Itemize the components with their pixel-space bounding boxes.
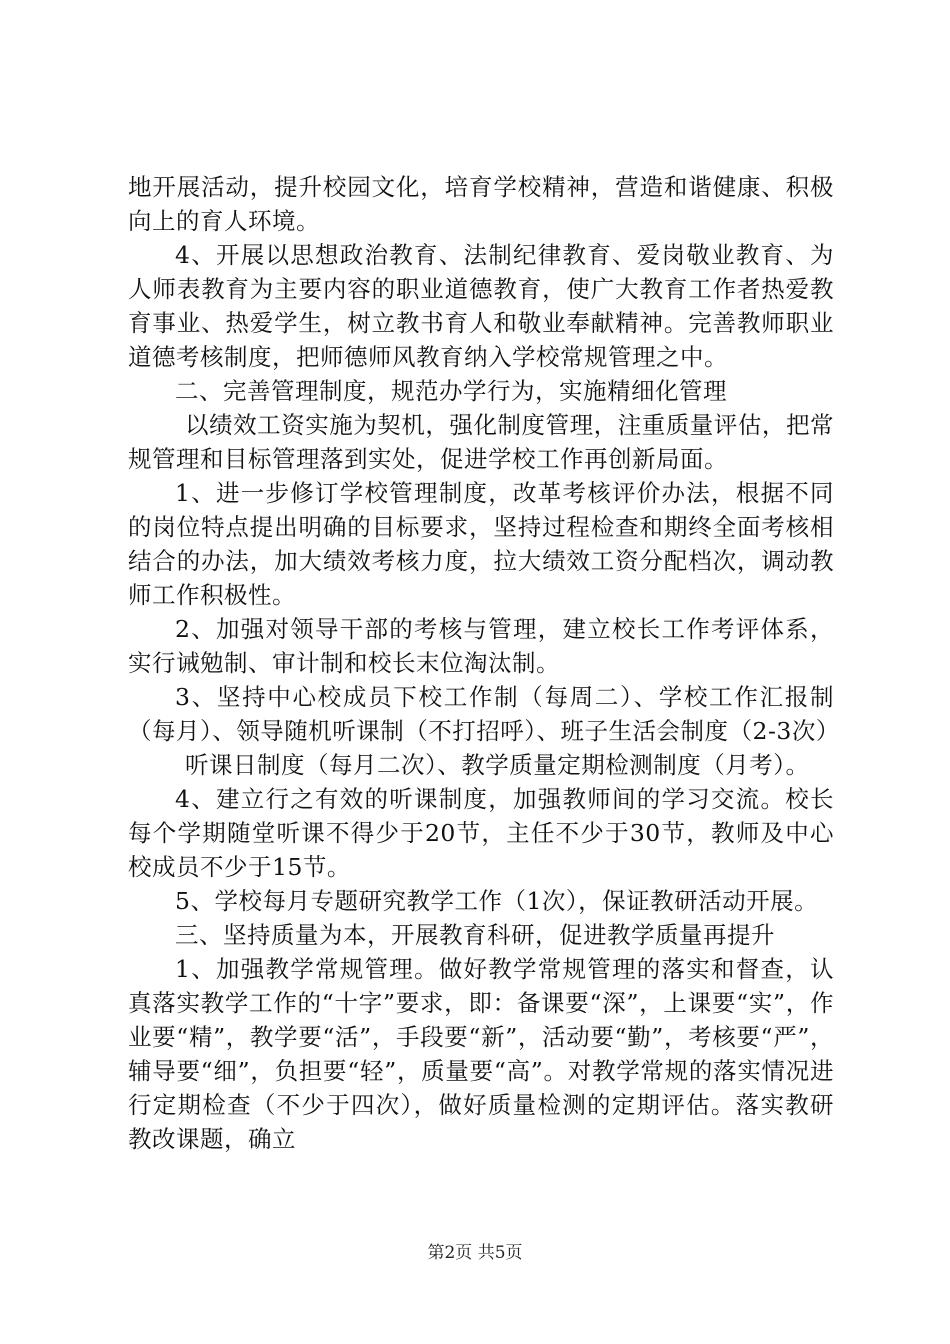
paragraph-9: 5、学校每月专题研究教学工作（1次），保证教研活动开展。	[175, 887, 819, 915]
paragraph-5: 2、加强对领导干部的考核与管理，建立校长工作考评体系，实行诫勉制、审计制和校长末位淘汰制。	[128, 615, 834, 677]
paragraph-6: 3、坚持中心校成员下校工作制（每周二）、学校工作汇报制（每月）、领导随机听课制（不打招呼）、班子生活会制度（2-3次）	[128, 683, 840, 745]
paragraph-1: 地开展活动，提升校园文化，培育学校精神，营造和谐健康、积极向上的育人环境。	[128, 173, 834, 235]
paragraph-10: 1、加强教学常规管理。做好教学常规管理的落实和督查，认真落实教学工作的“十字”要求，即：备课要“深”，上课要“实”，作业要“精”，教学要“活”，手段要“新”，活动要“勤”，考核要“严”，辅导要“细”，负担要“轻”，质量要“高”。对教学常规的落实情况进行定期检查（不少于四次），做好质量检测的定期评估。落实教研教改课题，确立	[128, 955, 834, 1153]
paragraph-7: 听课日制度（每月二次）、教学质量定期检测制度（月考）。	[185, 751, 810, 779]
paragraph-4: 1、进一步修订学校管理制度，改革考核评价办法，根据不同的岗位特点提出明确的目标要求，坚持过程检查和期终全面考核相结合的办法，加大绩效考核力度，拉大绩效工资分配档次，调动教师工作积极性。	[128, 479, 834, 609]
document-body	[128, 170, 840, 1156]
section-heading-3: 三、坚持质量为本，开展教育科研，促进教学质量再提升	[175, 921, 775, 949]
section-heading-2: 二、完善管理制度，规范办学行为，实施精细化管理	[175, 377, 727, 405]
paragraph-8: 4、建立行之有效的听课制度，加强教师间的学习交流。校长每个学期随堂听课不得少于20节，主任不少于30节，教师及中心校成员不少于15节。	[128, 785, 834, 881]
paragraph-2: 4、开展以思想政治教育、法制纪律教育、爱岗敬业教育、为人师表教育为主要内容的职业道德教育，使广大教育工作者热爱教育事业、热爱学生，树立教书育人和敬业奉献精神。完善教师职业道德考核制度，把师德师风教育纳入学校常规管理之中。	[128, 241, 834, 371]
page-footer	[0, 1242, 950, 1264]
paragraph-3: 以绩效工资实施为契机，强化制度管理，注重质量评估，把常规管理和目标管理落到实处，促进学校工作再创新局面。	[128, 411, 834, 473]
page-number-label: 第2页 共5页	[427, 1243, 523, 1263]
